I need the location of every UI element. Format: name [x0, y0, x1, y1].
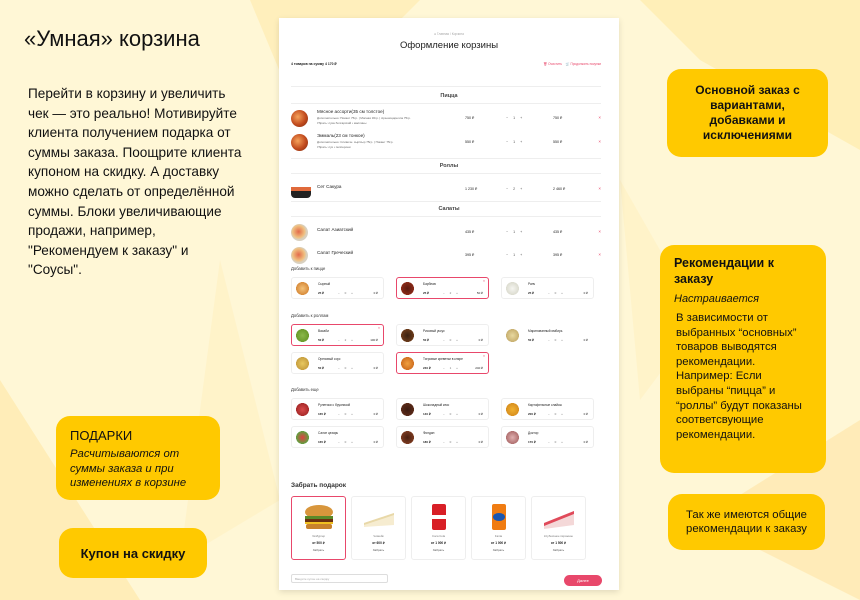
tile-price: 50 ₽: [318, 366, 325, 370]
callout-title: Рекомендации к заказу: [674, 256, 774, 286]
product-image: [505, 402, 520, 417]
gift-card[interactable]: [531, 496, 586, 560]
gift-threshold: от 1 000 ₽: [430, 541, 447, 545]
item-price: 750 ₽: [465, 116, 475, 120]
item-removed: Убрать: лука болгарский • маслины: [317, 121, 367, 125]
divider: [291, 103, 601, 104]
quantity-stepper[interactable]: − 2 +: [443, 291, 460, 295]
reco-tile[interactable]: [396, 352, 489, 374]
reco-group-label-more: Добавить еще: [291, 387, 319, 392]
cheesecake-image: [360, 503, 398, 531]
product-image: [505, 281, 520, 296]
gift-threshold: от 500 ₽: [312, 541, 325, 545]
quantity-stepper[interactable]: − 0 +: [443, 440, 460, 444]
tile-total: 0 ₽: [373, 412, 378, 416]
tile-price: 25 ₽: [318, 291, 325, 295]
gift-card[interactable]: [291, 496, 346, 560]
reco-tile[interactable]: [501, 324, 594, 346]
quantity-stepper[interactable]: − 0 +: [338, 366, 355, 370]
gift-name: Чизкейк: [373, 534, 384, 538]
quantity-stepper[interactable]: − 2 +: [506, 187, 525, 191]
tile-total: 0 ₽: [583, 440, 588, 444]
cola-can-image: [420, 503, 458, 531]
close-icon[interactable]: ×: [482, 279, 485, 283]
reco-tile[interactable]: [291, 426, 384, 448]
reco-tile[interactable]: [396, 426, 489, 448]
quantity-stepper[interactable]: − 0 +: [443, 412, 460, 416]
take-gift-button[interactable]: Забрать: [312, 548, 325, 552]
reco-tile[interactable]: [501, 277, 594, 299]
reco-tile[interactable]: [396, 277, 489, 299]
quantity-stepper[interactable]: − 1 +: [506, 230, 525, 234]
divider: [291, 216, 601, 217]
take-gift-button[interactable]: Забрать: [552, 548, 565, 552]
product-image: [400, 328, 415, 343]
fanta-can-image: [480, 503, 518, 531]
reco-tile[interactable]: [396, 398, 489, 420]
quantity-stepper[interactable]: − 0 +: [338, 412, 355, 416]
quantity-stepper[interactable]: − 1 +: [506, 140, 525, 144]
callout-subtitle: Настраивается: [674, 293, 759, 305]
item-total: 435 ₽: [553, 230, 563, 234]
item-price: 1 230 ₽: [465, 187, 478, 191]
tile-price: 200 ₽: [528, 412, 536, 416]
pizza-image: [291, 110, 308, 127]
divider: [291, 173, 601, 174]
gift-threshold: от 1 500 ₽: [550, 541, 567, 545]
quantity-stepper[interactable]: − 1 +: [443, 366, 460, 370]
callout-body: В зависимости от выбранных “основных” товаров выводятся рекомендации. Например: Если выбраны “пицца” и “роллы” будут показаны соответсвующие рекомендации.: [676, 312, 802, 441]
reco-tile[interactable]: [291, 324, 384, 346]
reco-tile[interactable]: [291, 398, 384, 420]
tile-name: Картофельные слайсы: [528, 403, 562, 407]
gift-threshold: от 600 ₽: [372, 541, 385, 545]
item-extras: Дополнительно: Пикант 75гр. | Мясная 30гр. | Ара-моцарелла 75гр.: [317, 116, 411, 120]
tile-name: Ореховый соус: [318, 357, 341, 361]
divider: [291, 201, 601, 202]
section-title-rolls: Роллы: [439, 163, 459, 169]
tile-total: 0 ₽: [583, 412, 588, 416]
tile-total: 0 ₽: [583, 338, 588, 342]
item-name: Салат Греческий: [317, 250, 354, 255]
gift-name: Fanta: [494, 534, 503, 538]
item-name: Сет Сакура: [317, 184, 342, 189]
item-price: 550 ₽: [465, 140, 475, 144]
product-image: [295, 430, 310, 445]
cart-row: [291, 132, 601, 154]
take-gift-button[interactable]: Забрать: [432, 548, 445, 552]
breadcrumb[interactable]: ● Главная / Корзина: [434, 32, 464, 36]
section-title-salads: Салаты: [438, 206, 460, 212]
tile-name: Фондан: [423, 431, 435, 435]
tile-name: Рисовый уксус: [423, 329, 445, 333]
cart-mockup: [279, 18, 619, 590]
tile-total: 0 ₽: [583, 291, 588, 295]
quantity-stepper[interactable]: − 0 +: [548, 412, 565, 416]
salad-image: [291, 224, 308, 241]
tile-price: 50 ₽: [528, 338, 535, 342]
clear-cart-button[interactable]: 🗑 Очистить: [543, 62, 563, 66]
tile-name: Васаби: [318, 329, 329, 333]
product-image: [400, 281, 415, 296]
tile-total: 0 ₽: [373, 291, 378, 295]
tile-total: 0 ₽: [478, 338, 483, 342]
quantity-stepper[interactable]: − 1 +: [506, 253, 525, 257]
remove-icon[interactable]: ×: [598, 139, 601, 144]
product-image: [505, 430, 520, 445]
tile-price: 25 ₽: [423, 291, 430, 295]
remove-icon[interactable]: ×: [598, 186, 601, 191]
item-removed: Убрать: лук • пепперони: [317, 145, 351, 149]
reco-tile[interactable]: [501, 398, 594, 420]
tile-name: Шоколадный кекс: [423, 403, 450, 407]
reco-tile[interactable]: [291, 352, 384, 374]
gift-name: Клубничное пирожное: [544, 534, 573, 538]
gift-threshold: от 1 000 ₽: [490, 541, 507, 545]
item-name: Салат Азиатский: [317, 227, 354, 232]
cart-row: [291, 245, 601, 267]
callout-general-reco: Так же имеются общие рекомендации к заказу: [668, 494, 825, 550]
reco-tile[interactable]: [501, 426, 594, 448]
quantity-stepper[interactable]: − 0 +: [338, 440, 355, 444]
callout-coupon: Купон на скидку: [59, 528, 207, 578]
product-image: [400, 402, 415, 417]
take-gift-button[interactable]: Забрать: [372, 548, 385, 552]
pizza-image: [291, 134, 308, 151]
gift-card[interactable]: [351, 496, 406, 560]
gift-name: Чизбургер: [311, 534, 326, 538]
reco-tile[interactable]: [396, 324, 489, 346]
quantity-stepper[interactable]: − 0 +: [548, 440, 565, 444]
item-total: 750 ₽: [553, 116, 563, 120]
tile-total: 0 ₽: [373, 366, 378, 370]
tile-total: 0 ₽: [478, 412, 483, 416]
remove-icon[interactable]: ×: [598, 115, 601, 120]
cart-summary: 4 товаров на сумму 4 170 ₽: [291, 62, 337, 66]
cart-row: [291, 222, 601, 244]
tile-price: 180 ₽: [423, 440, 431, 444]
page-title: Оформление корзины: [399, 40, 499, 51]
tile-price: 50 ₽: [423, 338, 430, 342]
item-extras: Дополнительно: Сливочн. сыр/сыр 75гр. | Пикант 75гр.: [317, 140, 394, 144]
strawberry-cake-image: [540, 503, 578, 531]
gift-card[interactable]: [471, 496, 526, 560]
tile-name: Сырный: [318, 282, 331, 286]
tile-name: Рулетики с брусникой: [318, 403, 351, 407]
quantity-stepper[interactable]: − 0 +: [548, 291, 565, 295]
next-button[interactable]: Далее: [564, 575, 602, 586]
section-title-pizza: Пицца: [440, 93, 458, 99]
cart-tools: [543, 62, 601, 66]
coupon-input[interactable]: Введите купон на скидку: [291, 574, 388, 583]
tile-price: 50 ₽: [318, 338, 325, 342]
tile-total: 100 ₽: [370, 338, 378, 342]
close-icon[interactable]: ×: [377, 326, 380, 330]
cart-row: [291, 179, 601, 201]
continue-shopping-button[interactable]: 🛒 Продолжить покупки: [565, 62, 601, 66]
tile-name: Тигровые креветки в кляре: [423, 357, 463, 361]
reco-group-label-pizza: Добавить к пицце: [291, 266, 326, 271]
burger-image: [300, 503, 338, 531]
tile-price: 240 ₽: [423, 366, 431, 370]
gift-card[interactable]: [411, 496, 466, 560]
divider: [291, 86, 601, 87]
gifts-heading: Забрать подарок: [291, 482, 347, 489]
reco-group-label-rolls: Добавить к роллам: [291, 313, 329, 318]
callout-title: ПОДАРКИ: [70, 428, 133, 443]
tile-name: Ранч: [528, 282, 536, 286]
product-image: [295, 402, 310, 417]
item-price: 395 ₽: [465, 253, 475, 257]
item-total: 395 ₽: [553, 253, 563, 257]
tile-name: Доктор: [528, 431, 539, 435]
item-price: 435 ₽: [465, 230, 475, 234]
item-total: 550 ₽: [553, 140, 563, 144]
product-image: [295, 328, 310, 343]
item-name: Эммаль(23 см тонкое): [317, 133, 365, 138]
tile-price: 140 ₽: [423, 412, 431, 416]
sushi-image: [291, 181, 311, 198]
callout-recommendations: [660, 245, 826, 473]
product-image: [295, 281, 310, 296]
tile-total: 0 ₽: [478, 440, 483, 444]
product-image: [505, 328, 520, 343]
tile-price: 25 ₽: [528, 291, 535, 295]
tile-name: Маринованный имбирь: [528, 329, 563, 333]
item-total: 2 460 ₽: [553, 187, 566, 191]
slide-title: «Умная» корзина: [24, 26, 200, 51]
slide-intro-text: Перейти в корзину и увеличить чек — это реально! Мотивируйте клиента получением подарка от суммы заказа. Поощрите клиента купоном на скидку. А доставку можно сделать от определённой суммы. Блоки увеличивающие продажи, например, "Рекомендуем к заказу" и "Соусы".: [28, 86, 242, 278]
remove-icon[interactable]: ×: [598, 252, 601, 257]
tile-name: Барбекю: [423, 282, 436, 286]
product-image: [400, 430, 415, 445]
tile-price: 165 ₽: [318, 412, 326, 416]
quantity-stepper[interactable]: − 0 +: [338, 291, 355, 295]
callout-gifts: [56, 416, 220, 500]
callout-main-order: Основной заказ с вариантами, добавками и исключениями: [667, 69, 828, 157]
take-gift-button[interactable]: Забрать: [492, 548, 505, 552]
quantity-stepper[interactable]: − 0 +: [443, 338, 460, 342]
reco-tile[interactable]: [291, 277, 384, 299]
tile-name: Салат цезарь: [318, 431, 339, 435]
quantity-stepper[interactable]: − 0 +: [548, 338, 565, 342]
quantity-stepper[interactable]: − 1 +: [506, 116, 525, 120]
salad-image: [291, 247, 308, 264]
tile-total: 0 ₽: [373, 440, 378, 444]
cart-row: [291, 108, 601, 130]
tile-total: 50 ₽: [476, 291, 483, 295]
quantity-stepper[interactable]: − 2 +: [338, 338, 355, 342]
remove-icon[interactable]: ×: [598, 229, 601, 234]
tile-total: 240 ₽: [475, 366, 483, 370]
product-image: [400, 356, 415, 371]
item-name: Мясное ассорти(35 см толстое): [317, 109, 385, 114]
gift-name: Coca Cola: [431, 534, 446, 538]
tile-price: 165 ₽: [318, 440, 326, 444]
divider: [291, 158, 601, 159]
close-icon[interactable]: ×: [482, 354, 485, 358]
callout-body: Расчитываются от суммы заказа и при изменениях в корзине: [70, 448, 187, 489]
product-image: [295, 356, 310, 371]
tile-price: 170 ₽: [528, 440, 536, 444]
